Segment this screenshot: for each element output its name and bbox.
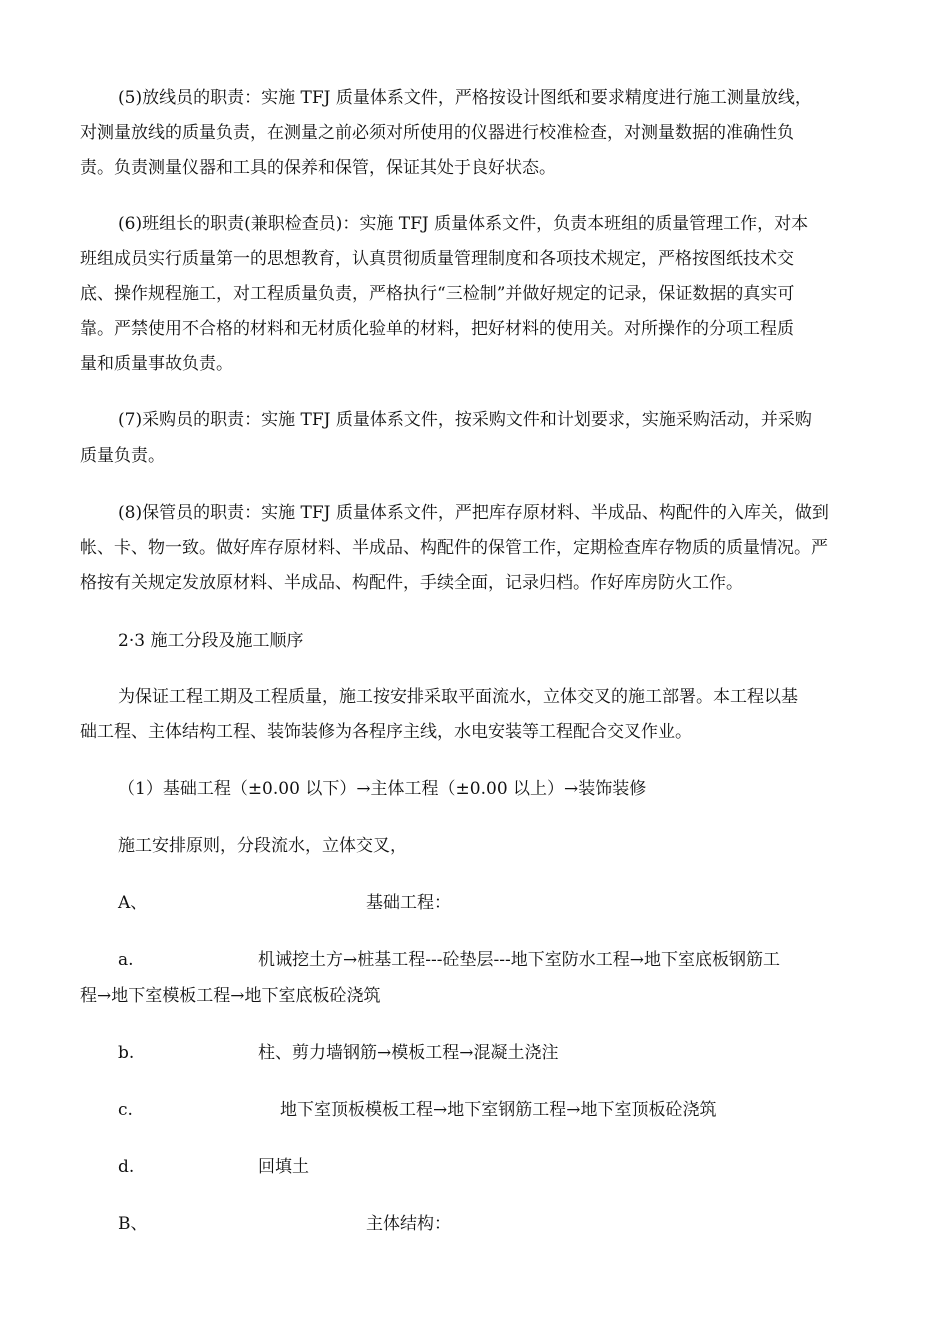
principle-line: 施工安排原则，分段流水，立体交叉， xyxy=(118,836,407,856)
paragraph-6-line-5: 量和质量事故负责。 xyxy=(80,354,233,374)
paragraph-6-line-3: 底、操作规程施工，对工程质量负责，严格执行“三检制”并做好规定的记录，保证数据的真实可 xyxy=(80,284,795,304)
paragraph-6-line-2: 班组成员实行质量第一的思想教育，认真贯彻质量管理制度和各项技术规定，严格按图纸技术交 xyxy=(80,249,794,269)
list-item-label: b. xyxy=(118,1043,135,1063)
paragraph-5-line-3: 责。负责测量仪器和工具的保养和保管，保证其处于良好状态。 xyxy=(80,158,556,178)
paragraph-5-line-1: (5)放线员的职责：实施 TFJ 质量体系文件，严格按设计图纸和要求精度进行施工测量放线， xyxy=(118,88,812,108)
paragraph-5-line-2: 对测量放线的质量负责，在测量之前必须对所使用的仪器进行校准检查，对测量数据的准确性负 xyxy=(80,123,794,143)
section-heading: 2·3 施工分段及施工顺序 xyxy=(118,631,304,651)
intro-line-2: 础工程、主体结构工程、装饰装修为各程序主线，水电安装等工程配合交叉作业。 xyxy=(80,722,692,742)
paragraph-8-line-2: 帐、卡、物一致。做好库存原材料、半成品、构配件的保管工作，定期检查库存物质的质量情况。严 xyxy=(80,538,828,558)
paragraph-6-line-4: 靠。严禁使用不合格的材料和无材质化验单的材料，把好材料的使用关。对所操作的分项工程质 xyxy=(80,319,794,339)
section-b-title: 主体结构： xyxy=(366,1214,451,1234)
list-item-text: 柱、剪力墙钢筋→模板工程→混凝土浇注 xyxy=(258,1043,559,1063)
paragraph-8-line-1: (8)保管员的职责：实施 TFJ 质量体系文件，严把库存原材料、半成品、构配件的入库关，做到 xyxy=(118,503,829,523)
paragraph-7-line-1: (7)采购员的职责：实施 TFJ 质量体系文件，按采购文件和计划要求，实施采购活动，并采购 xyxy=(118,410,812,430)
section-b-label: B、 xyxy=(118,1214,148,1234)
list-item-text-continued: 程→地下室模板工程→地下室底板砼浇筑 xyxy=(80,986,381,1006)
section-a-title: 基础工程： xyxy=(366,893,451,913)
section-a-label: A、 xyxy=(118,893,148,913)
paragraph-6-line-1: (6)班组长的职责(兼职检查员)：实施 TFJ 质量体系文件，负责本班组的质量管理工作，对本 xyxy=(118,214,809,234)
intro-line-1: 为保证工程工期及工程质量，施工按安排采取平面流水，立体交叉的施工部署。本工程以基 xyxy=(118,687,798,707)
list-item-text: 地下室顶板模板工程→地下室钢筋工程→地下室顶板砼浇筑 xyxy=(280,1100,717,1120)
paragraph-7-line-2: 质量负责。 xyxy=(80,446,165,466)
paragraph-8-line-3: 格按有关规定发放原材料、半成品、构配件，手续全面，记录归档。作好库房防火工作。 xyxy=(80,573,743,593)
list-item-label: a. xyxy=(118,950,134,970)
list-item-label: c. xyxy=(118,1100,133,1120)
list-item-label: d. xyxy=(118,1157,135,1177)
sequence-line: （1）基础工程（±0.00 以下）→主体工程（±0.00 以上）→装饰装修 xyxy=(118,779,647,799)
list-item-text: 机诫挖土方→桩基工程---砼垫层---地下室防水工程→地下室底板钢筋工 xyxy=(258,950,780,970)
list-item-text: 回填土 xyxy=(258,1157,309,1177)
